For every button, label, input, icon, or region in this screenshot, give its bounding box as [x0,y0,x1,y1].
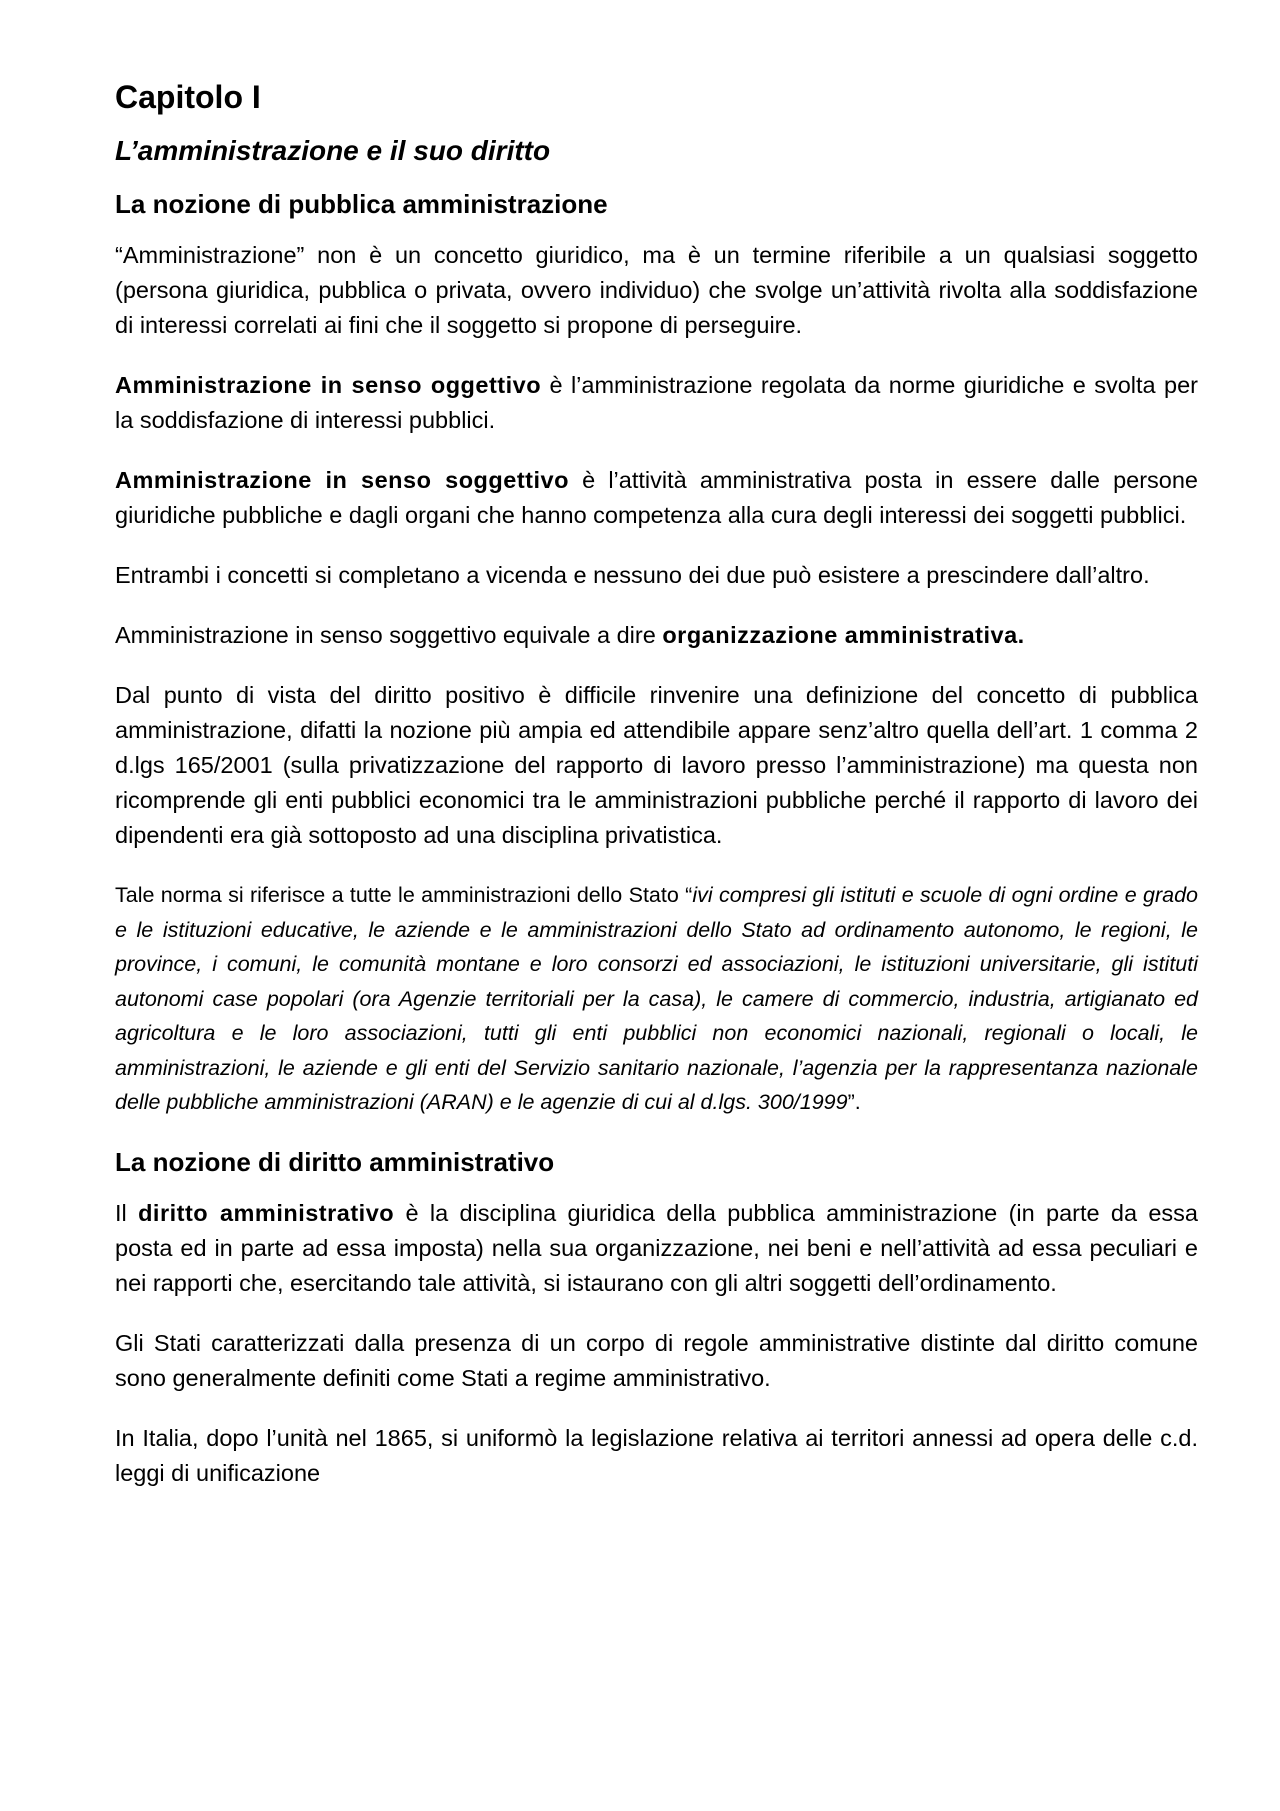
paragraph-administrative-regime: Gli Stati caratterizzati dalla presenza di un corpo di regole amministrative distinte dal diritto comune sono generalmente definiti come Stati a regime amministrativo. [115,1330,1198,1392]
paragraph-objective-sense [115,368,1198,438]
paragraph-norm-scope-quote: ivi compresi gli istituti e scuole di ogni ordine e grado e le istituzioni educative, le aziende e le amministrazioni dello Stato ad ordinamento autonomo, le regioni, le province, i comuni, le comunità montane e loro consorzi ed associazioni, le istituzioni universitarie, gli istituti autonomi case popolari (ora Agenzie territoriali per la casa), le camere di commercio, industria, artigianato ed agricoltura e le loro associazioni, tutti gli enti pubblici non economici nazionali, regionali o locali, le amministrazioni, le aziende e gli enti del Servizio sanitario nazionale, l’agenzia per la rappresentanza nazionale delle pubbliche amministrazioni (ARAN) e le agenzie di cui al d.lgs. 300/1999 [115,883,1198,1115]
paragraph-objective-sense-text: è l’amministrazione regolata da norme giuridiche e svolta per la soddisfazione di interessi pubblici. [115,372,1198,434]
paragraph-definition: “Amministrazione” non è un concetto giuridico, ma è un termine riferibile a un qualsiasi soggetto (persona giuridica, pubblica o privata, ovvero individuo) che svolge un’attività rivolta alla soddisfazione di interessi correlati ai fini che il soggetto si propone di perseguire. [115,242,1198,339]
paragraph-positive-law: Dal punto di vista del diritto positivo è difficile rinvenire una definizione del concetto di pubblica amministrazione, difatti la nozione più ampia ed attendibile appare senz’altro quella dell’art. 1 comma 2 d.lgs 165/2001 (sulla privatizzazione del rapporto di lavoro presso l’amministrazione) ma questa non ricomprende gli enti pubblici economici tra le amministrazioni pubbliche perché il rapporto di lavoro dei dipendenti era già sottoposto ad una disciplina privatistica. [115,682,1198,849]
paragraph-subjective-sense-text: è l’attività amministrativa posta in essere dalle persone giuridiche pubbliche e dagli organi che hanno competenza alla cura degli interessi dei soggetti pubblici. [115,467,1198,529]
paragraph-italy-unification: In Italia, dopo l’unità nel 1865, si uniformò la legislazione relativa ai territori annessi ad opera delle c.d. leggi di unificazione [115,1425,1198,1487]
paragraph-subjective-sense [115,463,1198,533]
paragraph-norm-scope-end: ”. [847,1090,861,1115]
chapter-subtitle: L’amministrazione e il suo diritto [115,135,551,167]
paragraph-norm-scope-text: Tale norma si riferisce a tutte le amministrazioni dello Stato “ [115,883,693,908]
term-objective-sense: Amministrazione in senso oggettivo [115,372,542,399]
term-organization: organizzazione amministrativa. [662,622,1025,649]
paragraph-administrative-law-text: è la disciplina giuridica della pubblica amministrazione (in parte da essa posta ed in parte ad essa imposta) nella sua organizzazione, nei beni e nell’attività ad essa peculiari e nei rapporti che, esercitando tale attività, si istaurano con gli altri soggetti dell’ordinamento. [115,1200,1198,1297]
paragraph-norm-scope [115,878,1198,1120]
paragraph-administrative-law-start: Il [115,1200,139,1227]
paragraph-administrative-law [115,1196,1198,1301]
document-page [115,78,1198,1516]
paragraph-organization [115,618,1198,653]
term-administrative-law: diritto amministrativo [138,1200,395,1227]
section-heading-administrative-law: La nozione di diritto amministrativo [115,1146,555,1177]
chapter-title: Capitolo I [115,79,261,115]
paragraph-complement: Entrambi i concetti si completano a vicenda e nessuno dei due può esistere a prescindere dall’altro. [115,562,1150,589]
term-subjective-sense: Amministrazione in senso soggettivo [115,467,569,494]
section-heading-public-administration: La nozione di pubblica amministrazione [115,188,608,219]
paragraph-organization-text: Amministrazione in senso soggettivo equivale a dire [115,622,663,649]
